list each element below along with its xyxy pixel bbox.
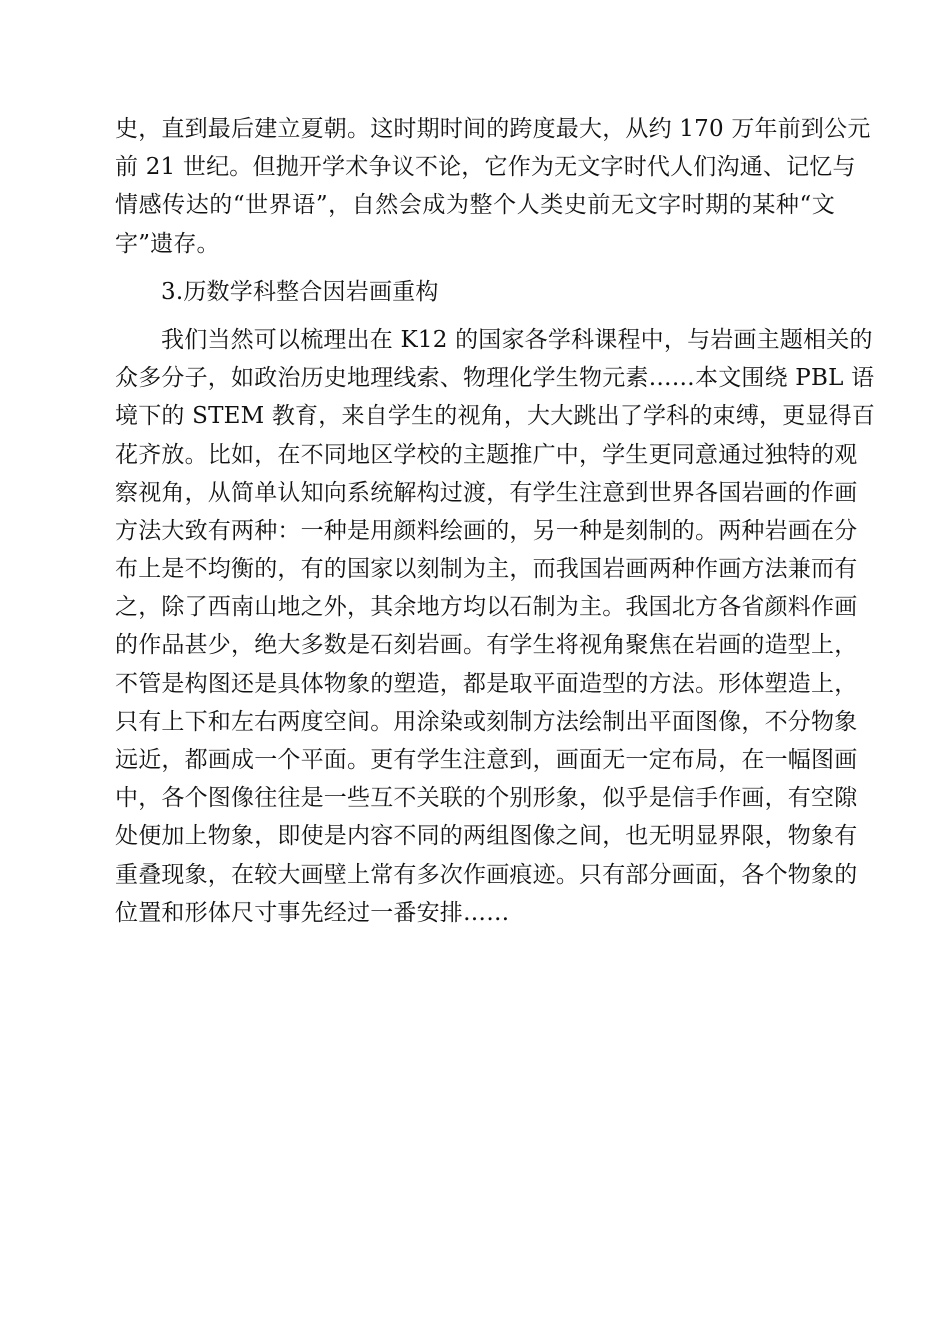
paragraph-line: 众多分子，如政治历史地理线索、物理化学生物元素……本文围绕 PBL 语 [115, 365, 875, 392]
paragraph-line: 中，各个图像往往是一些互不关联的个别形象，似乎是信手作画，有空隙 [115, 785, 858, 812]
paragraph-line: 位置和形体尺寸事先经过一番安排…… [115, 899, 510, 926]
paragraph-line: 史，直到最后建立夏朝。这时期时间的跨度最大，从约 170 万年前到公元 [115, 116, 871, 142]
section-heading: 3.历数学科整合因岩画重构 [161, 278, 439, 305]
paragraph-line: 不管是构图还是具体物象的塑造，都是取平面造型的方法。形体塑造上， [115, 670, 858, 697]
paragraph-line: 重叠现象，在较大画壁上常有多次作画痕迹。只有部分画面，各个物象的 [115, 861, 858, 888]
paragraph-line: 之，除了西南山地之外，其余地方均以石制为主。我国北方各省颜料作画 [115, 594, 858, 621]
paragraph-line: 只有上下和左右两度空间。用涂染或刻制方法绘制出平面图像，不分物象 [115, 708, 858, 735]
paragraph-line: 我们当然可以梳理出在 K12 的国家各学科课程中，与岩画主题相关的 [161, 326, 873, 353]
paragraph-2 [115, 321, 876, 932]
paragraph-line: 的作品甚少，绝大多数是石刻岩画。有学生将视角聚焦在岩画的造型上， [115, 632, 858, 659]
paragraph-line: 花齐放。比如，在不同地区学校的主题推广中，学生更同意通过独特的观 [115, 441, 858, 468]
paragraph-line: 处便加上物象，即使是内容不同的两组图像之间，也无明显界限，物象有 [115, 823, 858, 850]
paragraph-line: 察视角，从简单认知向系统解构过渡，有学生注意到世界各国岩画的作画 [115, 479, 858, 506]
paragraph-line: 远近，都画成一个平面。更有学生注意到，画面无一定布局，在一幅图画 [115, 747, 858, 773]
paragraph-line: 布上是不均衡的，有的国家以刻制为主，而我国岩画两种作画方法兼而有 [115, 556, 858, 583]
paragraph-line: 情感传达的“世界语”，自然会成为整个人类史前无文字时期的某种“文 [115, 192, 835, 219]
paragraph-line: 前 21 世纪。但抛开学术争议不论，它作为无文字时代人们沟通、记忆与 [115, 154, 856, 181]
paragraph-line: 字”遗存。 [115, 230, 220, 257]
paragraph-1 [115, 110, 871, 263]
paragraph-line: 境下的 STEM 教育，来自学生的视角，大大跳出了学科的束缚，更显得百 [115, 403, 876, 430]
paragraph-line: 方法大致有两种：一种是用颜料绘画的，另一种是刻制的。两种岩画在分 [115, 517, 858, 544]
document-body [115, 110, 876, 932]
